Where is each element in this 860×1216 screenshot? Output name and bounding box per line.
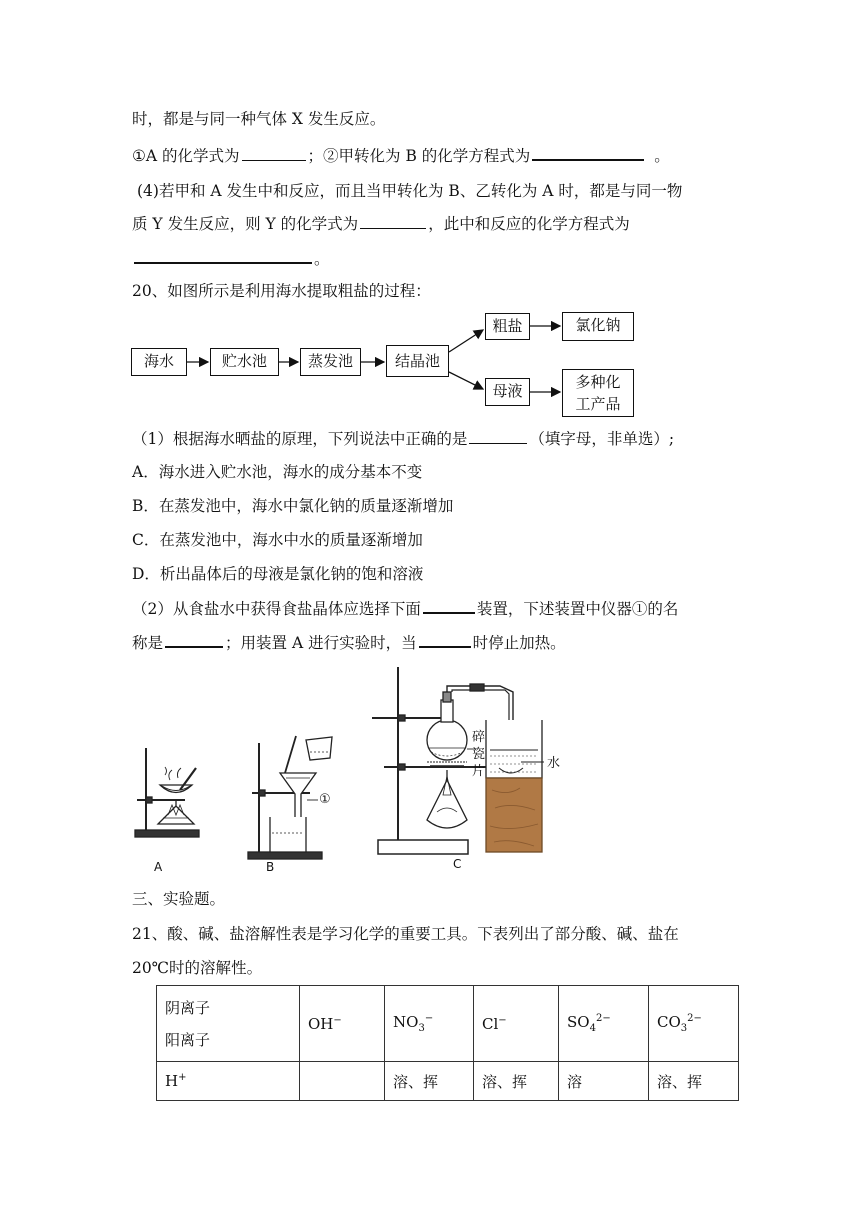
- water-label: 水: [547, 756, 561, 771]
- cell-h-no3: 溶、挥: [385, 1062, 474, 1101]
- q21-line2: 20℃时的溶解性。: [132, 959, 263, 977]
- header-anion-oh: OH−: [300, 986, 385, 1062]
- table-header-row: [157, 986, 739, 1062]
- apparatus-c-label: C: [453, 857, 462, 871]
- flow-box-mother-liquor: 母液: [485, 378, 530, 406]
- section-3-heading: 三、实验题。: [132, 890, 226, 908]
- q20-sub2-part-e: 时停止加热。: [472, 634, 566, 652]
- corner-anion-label: 阴离子: [165, 998, 211, 1017]
- header-anion-cl: Cl−: [474, 986, 559, 1062]
- flow-box-crude-salt: 粗盐: [485, 313, 530, 340]
- q19-line2-part-c: 。: [654, 147, 670, 165]
- q20-sub1-part-a: （1）根据海水晒盐的原理，下列说法中正确的是: [132, 430, 468, 448]
- q19-line4-part-b: ，此中和反应的化学方程式为: [428, 215, 630, 233]
- porcelain-chips-label-1: 碎: [472, 730, 486, 745]
- flow-products-line1: 多种化: [575, 373, 621, 391]
- q20-option-a: A．海水进入贮水池，海水的成分基本不变: [132, 463, 423, 481]
- cell-h-co3: 溶、挥: [649, 1062, 739, 1101]
- flow-products-line2: 工产品: [575, 395, 621, 413]
- q19-line3: (4)若甲和 A 发生中和反应，而且当甲转化为 B、乙转化为 A 时，都是与同一物: [137, 182, 683, 200]
- q20-sub2-part-c: 称是: [132, 634, 164, 652]
- solubility-table: [156, 985, 739, 1101]
- cell-h-cl: 溶、挥: [474, 1062, 559, 1101]
- table-row: [157, 1062, 739, 1101]
- row-cation-h: H+: [157, 1062, 300, 1101]
- q20-option-b: B．在蒸发池中，海水中氯化钠的质量逐渐增加: [132, 497, 454, 515]
- flow-box-nacl: 氯化钠: [562, 312, 634, 341]
- q19-line5-end: 。: [314, 250, 330, 268]
- apparatus-a-evaporation: [135, 748, 199, 837]
- q19-line4-part-a: 质 Y 发生反应，则 Y 的化学式为: [132, 215, 359, 233]
- flow-box-evaporation: 蒸发池: [300, 348, 361, 376]
- apparatus-a-label: A: [154, 860, 163, 874]
- q20-option-c: C．在蒸发池中，海水中水的质量逐渐增加: [132, 531, 423, 549]
- header-anion-no3: $NO_3^-$: [385, 986, 474, 1062]
- flow-box-seawater: 海水: [131, 348, 187, 376]
- porcelain-chips-label-2: 瓷: [472, 747, 486, 762]
- porcelain-chips-label-3: 片: [472, 764, 486, 779]
- apparatus-b-label: B: [266, 860, 275, 874]
- q20-sub2-part-a: （2）从食盐水中获得食盐晶体应选择下面: [132, 600, 421, 618]
- q20-sub1-part-b: （填字母，非单选）;: [529, 430, 675, 448]
- q21-line1: 21、酸、碱、盐溶解性表是学习化学的重要工具。下表列出了部分酸、碱、盐在: [132, 925, 679, 943]
- q20-option-d: D．析出晶体后的母液是氯化钠的饱和溶液: [132, 565, 424, 583]
- q19-line1: 时，都是与同一种气体 X 发生反应。: [132, 110, 386, 128]
- instrument-1-marker: ①: [319, 792, 331, 807]
- table-corner-cell: [157, 986, 300, 1062]
- header-anion-so4: $SO_4^{2-}$: [559, 986, 649, 1062]
- q20-title: 20、如图所示是利用海水提取粗盐的过程：: [132, 282, 431, 300]
- apparatus-c-distillation: [372, 667, 544, 854]
- cell-h-so4: 溶: [559, 1062, 649, 1101]
- q20-sub2-part-d: ；用装置 A 进行实验时，当: [225, 634, 417, 652]
- q20-sub2-part-b: 装置，下述装置中仪器①的名: [476, 600, 679, 618]
- corner-cation-label: 阳离子: [165, 1030, 211, 1049]
- header-anion-co3: $CO_3^{2-}$: [649, 986, 739, 1062]
- q19-line2-part-a: ①A 的化学式为: [132, 147, 240, 165]
- cell-h-oh: [300, 1062, 385, 1101]
- flow-box-crystallization: 结晶池: [386, 345, 449, 377]
- q19-line2-part-b: ；②甲转化为 B 的化学方程式为: [307, 147, 531, 165]
- flow-box-reservoir: 贮水池: [210, 348, 279, 376]
